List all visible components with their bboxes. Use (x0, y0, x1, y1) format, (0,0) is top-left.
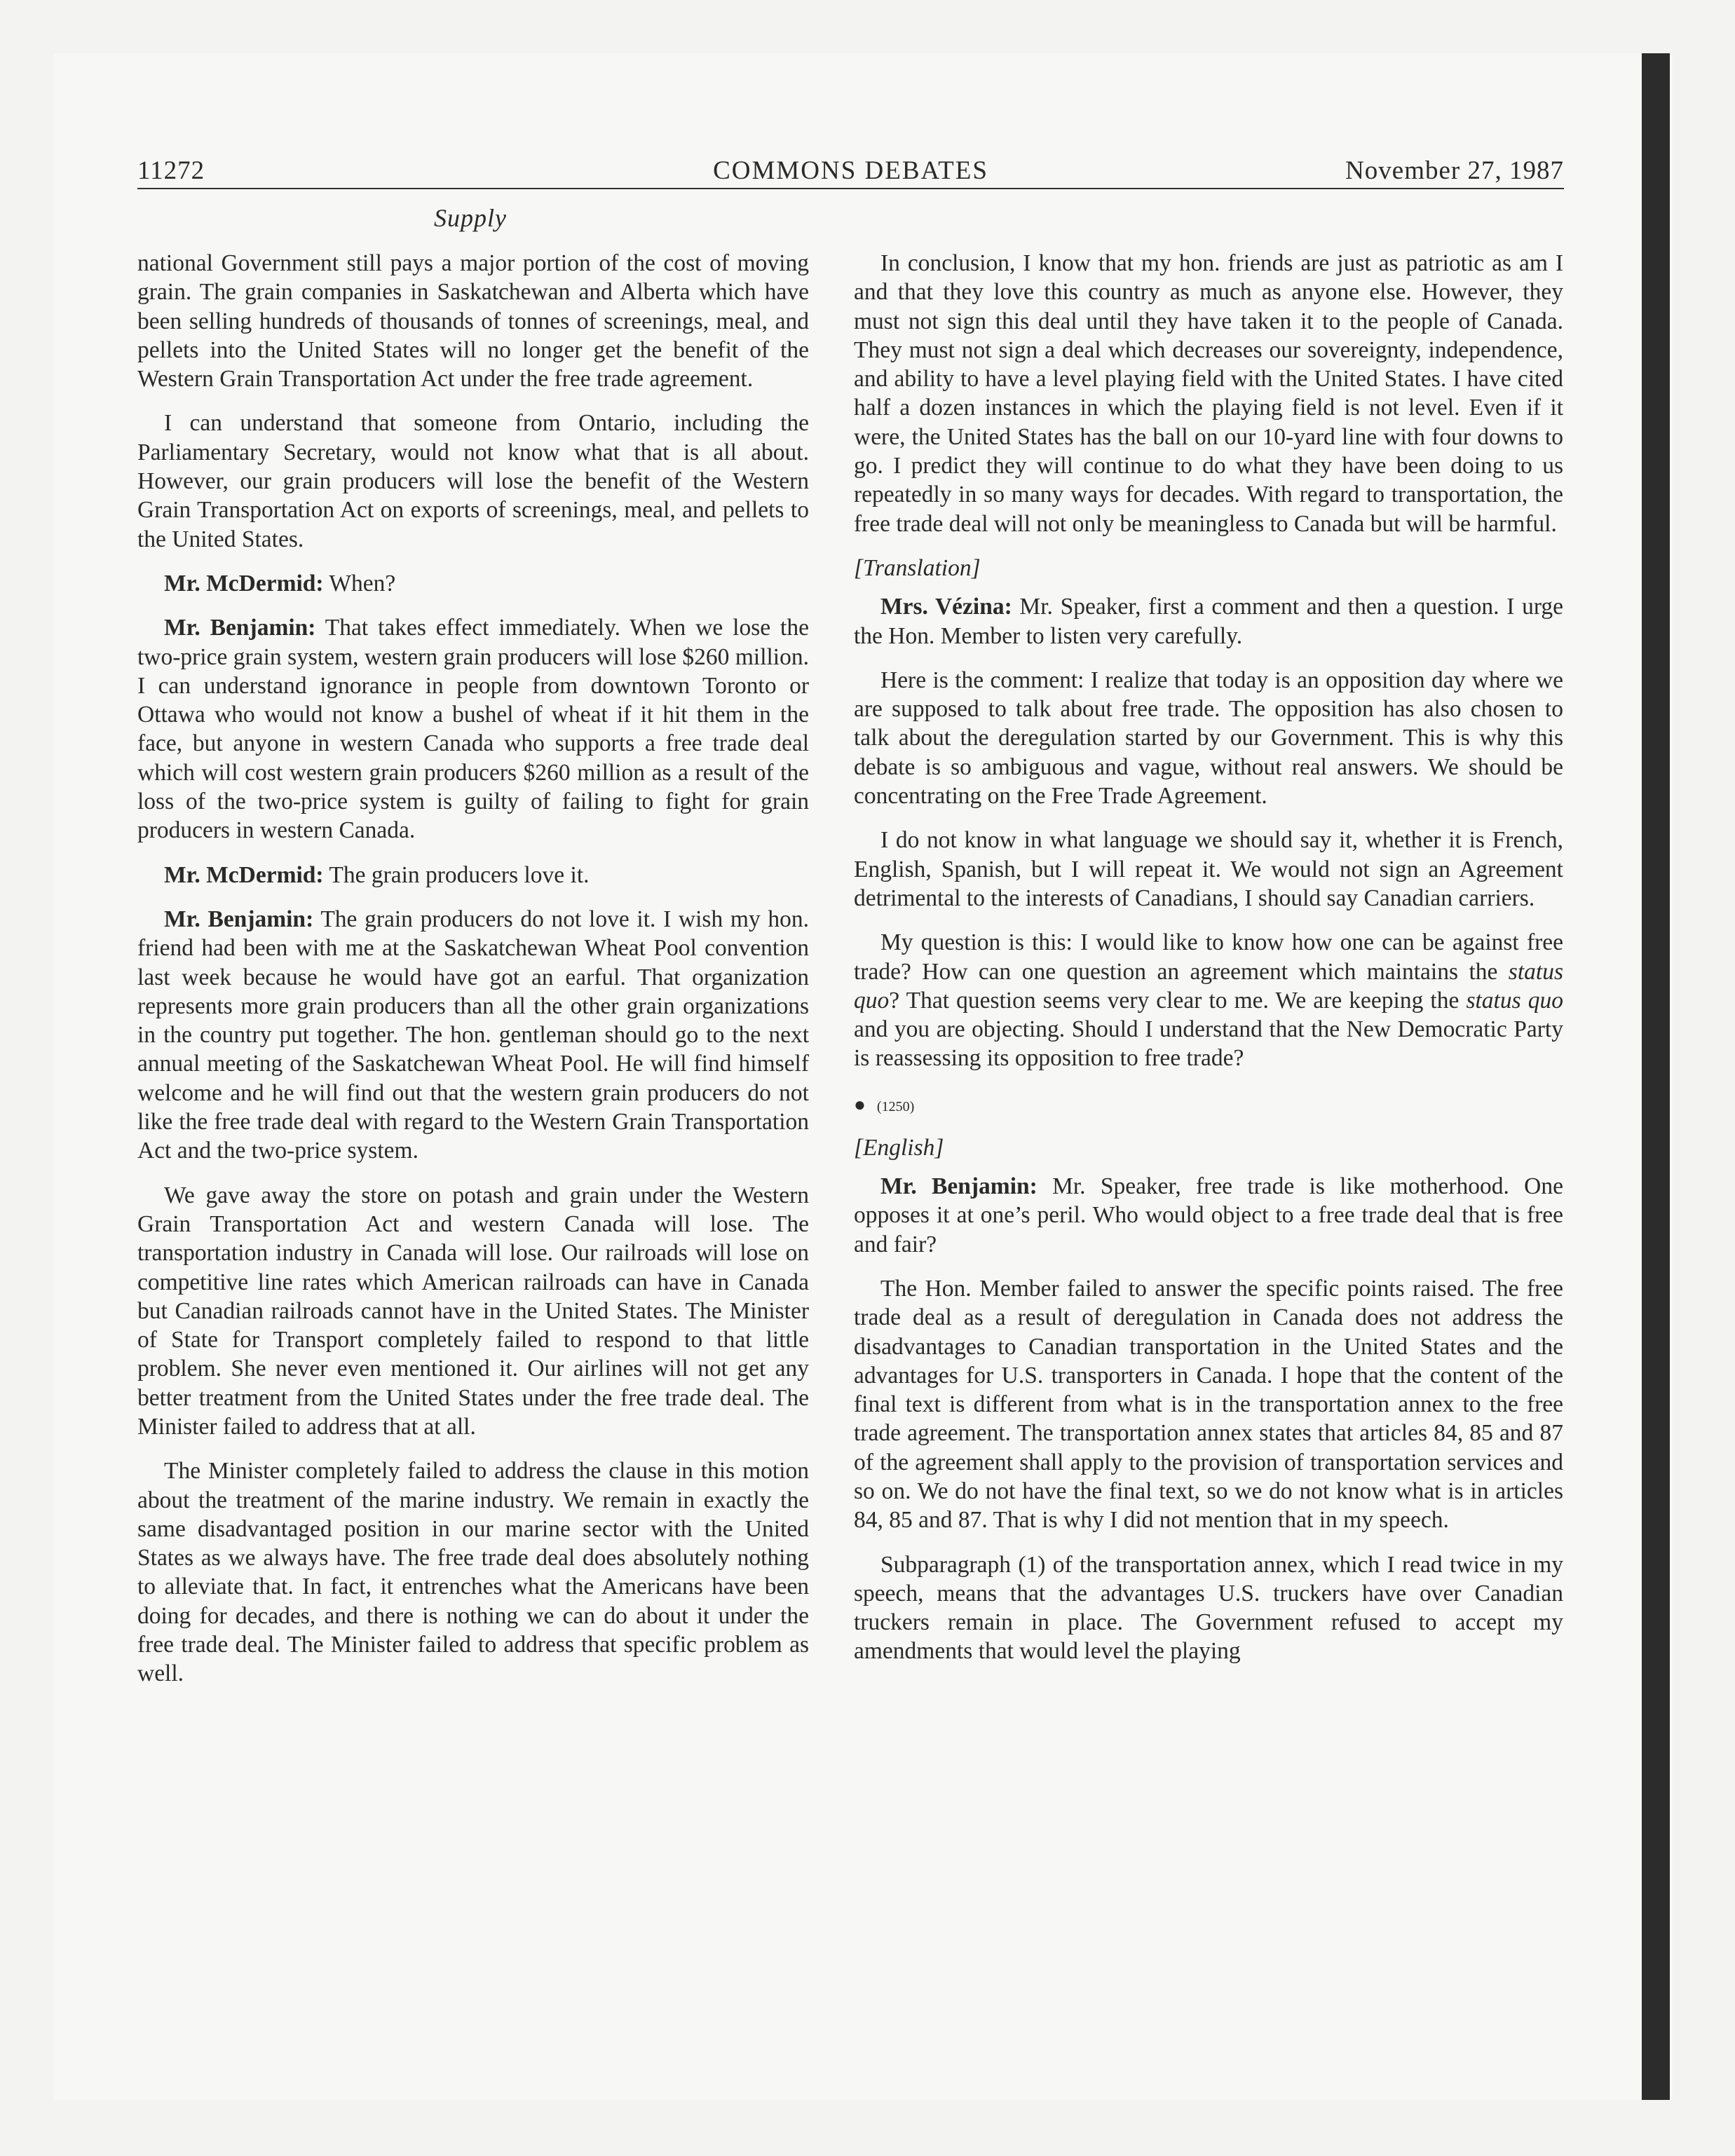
scan-binding-edge (1642, 53, 1670, 2100)
speech-paragraph (137, 861, 809, 889)
speaker-name: Mr. McDermid: (164, 570, 324, 596)
paragraph: I do not know in what language we should say it, whether it is French, English, Spanish, but I will repeat it. We would not sign an Agreement detrimental to the interests of Canadians, I should say Canadian carriers. (854, 827, 1563, 911)
speaker-name: Mr. McDermid: (164, 861, 324, 888)
left-column (137, 249, 809, 1704)
speaker-name: Mrs. Vézina: (880, 594, 1012, 620)
speech-paragraph (854, 1172, 1563, 1259)
section-title: Supply (434, 204, 507, 232)
speech-text: When? (323, 570, 396, 596)
paragraph: We gave away the store on potash and grain under the Western Grain Transportation Act and western Canada will lose. The transportation industry in Canada will lose. Our railroads will lose on competitive line rates which American railroads can have in Canada but Canadian railroads cannot have in the United States. The Minister of State for Transport completely failed to respond to that little problem. She never even mentioned it. Our airlines will not get any better treatment from the United States under the free trade deal. The Minister failed to address that at all. (137, 1182, 809, 1440)
paragraph: Subparagraph (1) of the transportation annex, which I read twice in my speech, means that the advantages U.S. truckers have over Canadian truckers remain in place. The Government refused to accept my amendments that would level the playing (854, 1551, 1563, 1665)
speech-paragraph (137, 569, 809, 598)
speech-text: Mr. Speaker, first a comment and then a question. I urge the Hon. Member to listen very carefully. (854, 594, 1563, 649)
language-marker: [Translation] (854, 554, 981, 581)
publication-title: COMMONS DEBATES (713, 156, 988, 185)
italic-term: status quo (854, 958, 1563, 1014)
speaker-name: Mr. Benjamin: (164, 615, 316, 641)
page-number: 11272 (137, 156, 205, 185)
speech-text: That takes effect immediately. When we lose the two-price grain system, western grain producers will lose $260 million. I can understand ignorance in people from downtown Toronto or Ottawa who would not know a bushel of wheat if it hit them in the face, but anyone in western Canada who supports a free trade deal which will cost western grain producers $260 million as a result of the loss of the two-price system is guilty of failing to fight for grain producers in western Canada. (137, 615, 809, 844)
time-marker (854, 1091, 1563, 1121)
speech-text: The grain producers do not love it. I wish my hon. friend had been with me at the Saskatchewan Wheat Pool convention last week because he would have got an earful. That organization represents more grain producers than all the other grain organizations in the country put together. The hon. gentleman should go to the next annual meeting of the Saskatchewan Wheat Pool. He will find himself welcome and he will find out that the western grain producers do not like the free trade deal with regard to the Western Grain Transportation Act and the two-price system. (137, 906, 809, 1164)
paragraph (854, 928, 1563, 1072)
language-marker: [English] (854, 1134, 944, 1161)
text-run: and you are objecting. Should I understand that the New Democratic Party is reassessing its opposition to free trade? (854, 1016, 1563, 1072)
speech-paragraph (137, 613, 809, 845)
text-run: My question is this: I would like to know how one can be against free trade? How can one question an agreement which maintains the (854, 929, 1563, 985)
bullet-dot-icon: ● (854, 1093, 866, 1116)
paragraph: The Hon. Member failed to answer the specific points raised. The free trade deal as a result of deregulation in Canada does not address the disadvantages to Canadian transportation in the United States and the advantages for U.S. transporters in Canada. I hope that the content of the final text is different from what is in the transportation annex to the free trade agreement. The transportation annex states that articles 84, 85 and 87 of the agreement shall apply to the provision of transportation services and so on. We do not have the final text, so we do not know what is in articles 84, 85 and 87. That is why I did not mention that in my speech. (854, 1275, 1563, 1534)
paragraph: I can understand that someone from Ontario, including the Parliamentary Secretary, would not know what that is all about. However, our grain producers will lose the benefit of the Western Grain Transportation Act on exports of screenings, meal, and pellets to the United States. (137, 410, 809, 552)
speech-paragraph (854, 592, 1563, 650)
page-header (137, 156, 1564, 192)
right-column (854, 249, 1563, 1681)
italic-term: status quo (1466, 987, 1563, 1014)
paragraph: The Minister completely failed to address the clause in this motion about the treatment of the marine industry. We remain in exactly the same disadvantaged position in our marine sector with the United States as we always have. The free trade deal does absolutely nothing to alleviate that. In fact, it entrenches what the Americans have been doing for decades, and there is nothing we can do about it under the free trade deal. The Minister failed to address that specific problem as well. (137, 1458, 809, 1687)
paragraph: In conclusion, I know that my hon. friends are just as patriotic as am I and that they love this country as much as anyone else. However, they must not sign this deal until they have taken it to the people of Canada. They must not sign a deal which decreases our sovereignty, independence, and ability to have a level playing field with the United States. I have cited half a dozen instances in which the playing field is not level. Even if it were, the United States has the ball on our 10-yard line with four downs to go. I predict they will continue to do what they have been doing to us repeatedly in so many ways for decades. With regard to transportation, the free trade deal will not only be meaningless to Canada but will be harmful. (854, 250, 1563, 537)
speaker-name: Mr. Benjamin: (164, 906, 314, 932)
speech-text: Mr. Speaker, free trade is like motherhood. One opposes it at one’s peril. Who would object to a free trade deal that is free and fair? (854, 1173, 1563, 1257)
header-rule (137, 188, 1564, 189)
speaker-name: Mr. Benjamin: (880, 1173, 1037, 1200)
publication-date: November 27, 1987 (1345, 156, 1564, 185)
time-marker-label: (1250) (876, 1098, 915, 1114)
text-run: ? That question seems very clear to me. We are keeping the (889, 987, 1467, 1014)
speech-text: The grain producers love it. (323, 861, 590, 888)
paragraph: Here is the comment: I realize that today is an opposition day where we are supposed to talk about free trade. The opposition has also chosen to talk about the deregulation started by our Government. This is why this debate is so ambiguous and vague, without real answers. We should be concentrating on the Free Trade Agreement. (854, 667, 1563, 810)
speech-paragraph (137, 905, 809, 1166)
paragraph: national Government still pays a major portion of the cost of moving grain. The grain companies in Saskatchewan and Alberta which have been selling hundreds of thousands of tonnes of screenings, meal, and pellets into the United States will no longer get the benefit of the Western Grain Transportation Act under the free trade agreement. (137, 250, 809, 393)
